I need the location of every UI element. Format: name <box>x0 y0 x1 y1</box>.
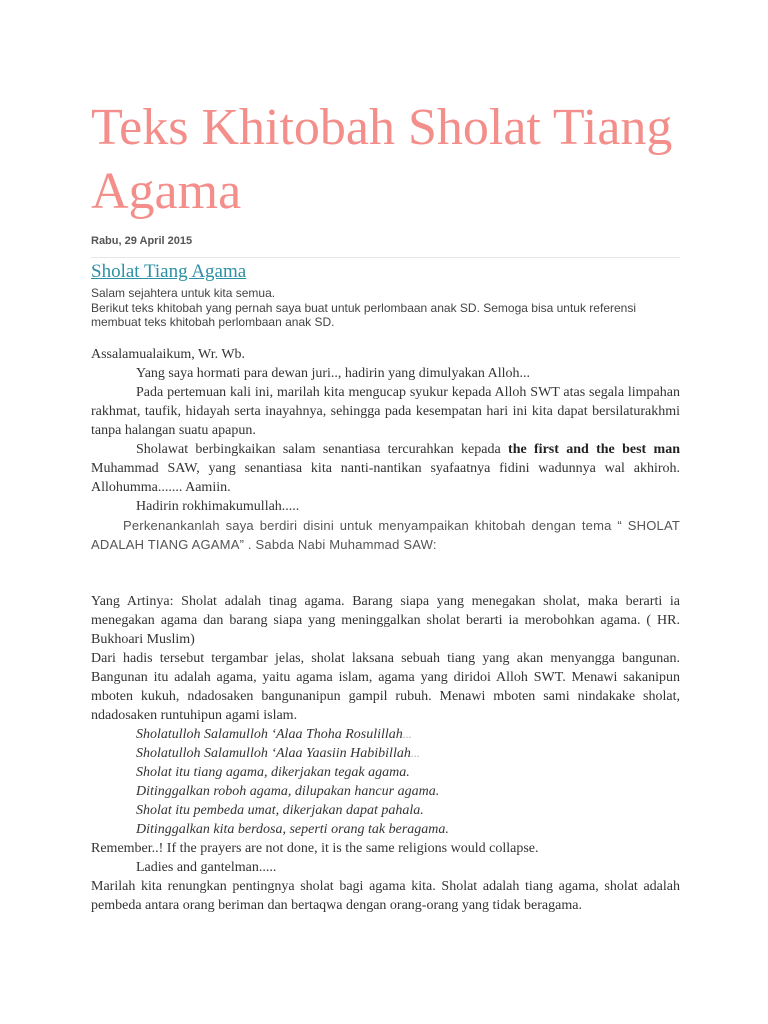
poem-line <box>91 744 680 763</box>
text-run: Muhammad SAW, yang senantiasa kita nanti-nantikan syafaatnya fidini wadunnya wal akhiroh. Allohumma....... Aamiin. <box>91 461 680 495</box>
poem-line: Ditinggalkan kita berdosa, seperti orang tak beragama. <box>136 822 449 837</box>
post-date: Rabu, 29 April 2015 <box>91 235 193 247</box>
paragraph: Remember..! If the prayers are not done, it is the same religions would collapse. <box>91 841 539 856</box>
intro-line: Berikut teks khitobah yang pernah saya buat untuk perlombaan anak SD. Semoga bisa untuk referensi membuat teks khitobah perlombaan anak SD. <box>91 300 636 329</box>
post-title: Teks Khitobah Sholat Tiang Agama <box>91 99 673 220</box>
poem-block <box>91 725 680 839</box>
intro-block <box>91 286 681 330</box>
paragraph: Yang saya hormati para dewan juri.., hadirin yang dimulyakan Alloh... <box>136 366 530 381</box>
intro-line: Salam sejahtera untuk kita semua. <box>91 286 276 300</box>
speech-body <box>91 345 680 915</box>
paragraph: Ladies and gantelman..... <box>136 860 277 875</box>
paragraph: Perkenankanlah saya berdiri disini untuk menyampaikan khitobah dengan tema “ SHOLAT ADALAH TIANG AGAMA” . Sabda Nabi Muhammad SAW: <box>91 518 680 552</box>
paragraph: Pada pertemuan kali ini, marilah kita mengucap syukur kepada Alloh SWT atas segala limpahan rakhmat, taufik, hidayah serta inayahnya, sehingga pada kesempatan hari ini kita dapat bersilaturakhmi tanpa halangan suatu apapun. <box>91 385 680 438</box>
poem-line: Ditinggalkan roboh agama, dilupakan hancur agama. <box>136 784 440 799</box>
poem-dots: ... <box>402 727 412 741</box>
paragraph: Dari hadis tersebut tergambar jelas, sholat laksana sebuah tiang yang akan menyangga bangunan. Bangunan itu adalah agama, yaitu agama islam, agama yang diridoi Alloh SWT. Menawi sakanipun mboten kukuh, ndadosaken bangunanipun gampil rubuh. Menawi mboten sami nindakake sholat, ndadosaken runtuhipun agami islam. <box>91 651 680 723</box>
paragraph <box>91 440 680 497</box>
poem-line: Sholat itu pembeda umat, dikerjakan dapat pahala. <box>136 803 424 818</box>
poem-text: Sholatulloh Salamulloh ‘Alaa Yaasiin Habibillah <box>136 746 411 761</box>
poem-line <box>91 725 680 744</box>
text-run: Sholawat berbingkaikan salam senantiasa tercurahkan kepada <box>136 442 509 457</box>
paragraph: Hadirin rokhimakumullah..... <box>136 499 300 514</box>
poem-text: Sholatulloh Salamulloh ‘Alaa Thoha Rosulillah <box>136 727 403 742</box>
post-subtitle-link[interactable]: Sholat Tiang Agama <box>91 261 247 282</box>
poem-dots: ... <box>410 746 420 760</box>
paragraph: Assalamualaikum, Wr. Wb. <box>91 347 246 362</box>
paragraph: Yang Artinya: Sholat adalah tinag agama. Barang siapa yang menegakan sholat, maka berarti ia menegakan agama dan barang siapa yang meninggalkan sholat berarti ia merobohkan agama. ( HR. Bukhoari Muslim) <box>91 594 680 647</box>
paragraph: Marilah kita renungkan pentingnya sholat bagi agama kita. Sholat adalah tiang agama, sholat adalah pembeda antara orang beriman dan bertaqwa dengan orang-orang yang tidak beragama. <box>91 879 680 913</box>
bold-phrase: the first and the best man <box>508 442 680 457</box>
poem-line: Sholat itu tiang agama, dikerjakan tegak agama. <box>136 765 410 780</box>
divider <box>91 257 680 258</box>
spacer <box>91 554 680 592</box>
